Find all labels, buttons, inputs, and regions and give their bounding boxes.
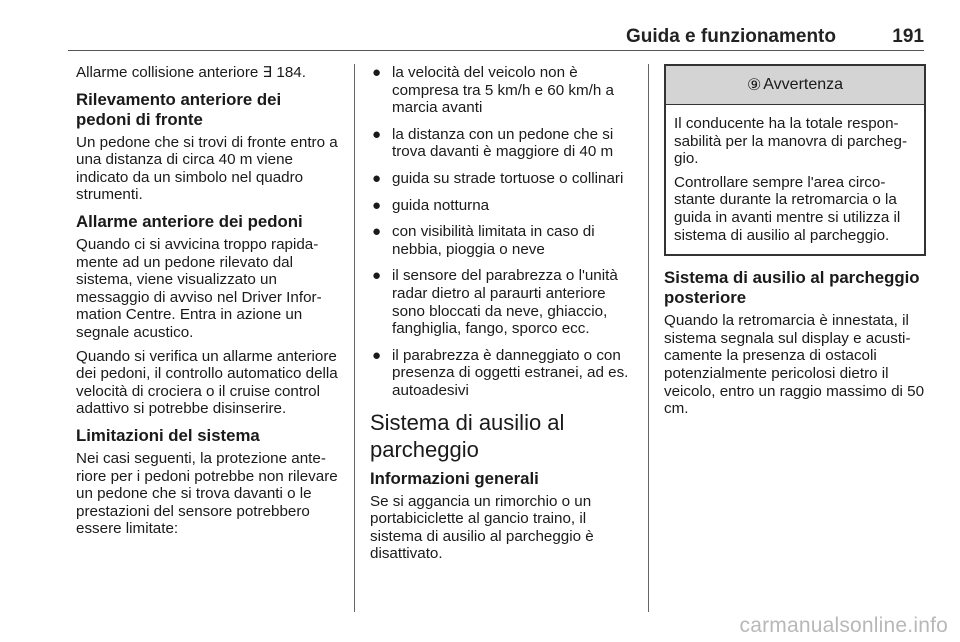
- column-1: [76, 64, 340, 544]
- heading-info: Informazioni generali: [370, 468, 539, 488]
- bullet-icon: ●: [372, 267, 382, 285]
- warning-title: Avvertenza: [763, 76, 844, 93]
- warning-paragraph-1: Il conducente ha la totale responsabilità per la manovra di parcheggio.: [674, 115, 908, 168]
- warning-paragraph-2: Controllare sempre l'area circostante durante la retromarcia o la guida in avanti mentre si utilizza il sistema di ausilio al parcheggio.: [674, 173, 901, 244]
- column-divider-1: [354, 64, 355, 612]
- list-item: ● il parabrezza è danneggiato o con presenza di oggetti estranei, ad es. autoadesivi: [372, 346, 629, 399]
- bullet-icon: ●: [372, 169, 382, 187]
- paragraph-allarme-2: Quando si verifica un allarme anteriore dei pedoni, il controllo automatico della velocità di crociera o il cruise control adattivo si potrebbe disinserire.: [76, 347, 338, 418]
- heading-allarme: Allarme anteriore dei pedoni: [76, 211, 303, 231]
- column-3: [664, 64, 926, 424]
- heading-rilevamento: Rilevamento anteriore dei pedoni di fronte: [76, 89, 282, 129]
- list-item: ● guida notturna: [372, 196, 490, 214]
- list-item: ● la velocità del veicolo non è compresa tra 5 km/h e 60 km/h a marcia avanti: [372, 64, 614, 117]
- warning-body: [666, 105, 924, 254]
- paragraph-info: Se si aggancia un rimorchio o un portabiciclette al gancio traino, il sistema di ausilio al parcheggio è disattivato.: [370, 492, 594, 563]
- page-header: [68, 24, 924, 51]
- bullet-icon: ●: [372, 346, 382, 364]
- list-item: ● il sensore del parabrezza o l'unità radar dietro al paraurti anteriore sono bloccati da neve, ghiaccio, fanghiglia, fango, sporco ecc.: [372, 267, 618, 338]
- paragraph-limitazioni: Nei casi seguenti, la protezione anteriore per i pedoni potrebbe non rilevare un pedone che si trova davanti o le prestazioni del sensore potrebbero essere limitate:: [76, 449, 338, 538]
- header-title: Guida e funzionamento: [625, 26, 836, 47]
- paragraph-posteriore: Quando la retromarcia è innestata, il sistema segnala sul display e acusticamente la presenza di ostacoli potenzialmente pericolosi dietro il veicolo, entro un raggio massimo di 50 cm.: [664, 312, 925, 418]
- column-2: [370, 64, 634, 569]
- heading-posteriore: Sistema di ausilio al parcheggio posteriore: [664, 268, 920, 308]
- paragraph-rilevamento: Un pedone che si trovi di fronte entro a una distanza di circa 40 m viene indicato da un simbolo nel quadro strumenti.: [76, 133, 338, 204]
- page-number: 191: [892, 26, 924, 47]
- bullet-icon: ●: [372, 196, 382, 214]
- section-title: Sistema di ausilio al parcheggio: [370, 409, 565, 462]
- warning-box: [664, 64, 926, 256]
- bullet-icon: ●: [372, 64, 382, 81]
- limitations-list: [370, 64, 634, 400]
- paragraph-allarme-1: Quando ci si avvicina troppo rapidamente ad un pedone rilevato dal sistema, viene visualizzato un messaggio di avviso nel Driver Information Centre. Entra in azione un segnale acustico.: [76, 235, 322, 341]
- list-item: ● la distanza con un pedone che si trova davanti è maggiore di 40 m: [372, 125, 614, 161]
- bullet-icon: ●: [372, 223, 382, 241]
- cross-reference: Allarme collisione anteriore ∃ 184.: [76, 64, 306, 81]
- list-item: ● guida su strade tortuose o collinari: [372, 169, 624, 187]
- watermark: carmanualsonline.info: [739, 614, 948, 637]
- column-divider-2: [648, 64, 649, 612]
- list-item: ● con visibilità limitata in caso di nebbia, pioggia o neve: [372, 223, 595, 258]
- bullet-icon: ●: [372, 125, 382, 143]
- heading-limitazioni: Limitazioni del sistema: [76, 425, 260, 445]
- warning-header: [666, 66, 924, 105]
- warning-icon: ⑨: [746, 77, 762, 94]
